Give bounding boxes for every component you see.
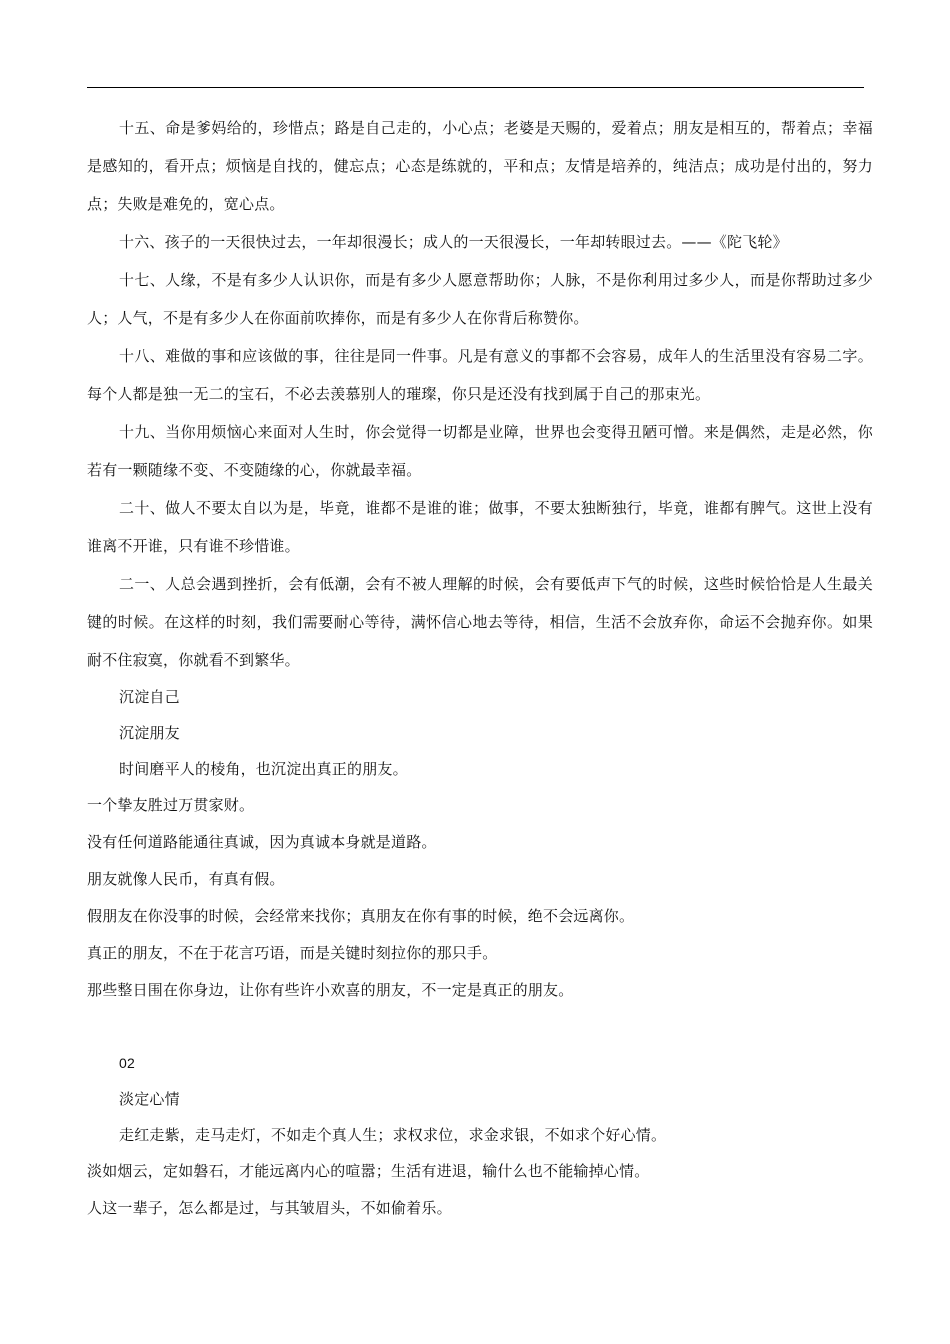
paragraph-18: 十八、难做的事和应该做的事，往往是同一件事。凡是有意义的事都不会容易，成年人的生活里没有容易二字。每个人都是独一无二的宝石，不必去羡慕别人的璀璨，你只是还没有找到属于自己的那束光。: [87, 347, 873, 403]
friends-line: 没有任何道路能通往真诚，因为真诚本身就是道路。: [87, 833, 437, 851]
friends-line: 朋友就像人民币，有真有假。: [87, 870, 285, 888]
document-body: [87, 109, 873, 1227]
paragraph-16: 十六、孩子的一天很快过去，一年却很漫长；成人的一天很漫长，一年却转眼过去。——《陀飞轮》: [119, 233, 788, 251]
friends-line: 假朋友在你没事的时候，会经常来找你；真朋友在你有事的时候，绝不会远离你。: [87, 907, 635, 925]
friends-line: 那些整日围在你身边，让你有些许小欢喜的朋友，不一定是真正的朋友。: [87, 981, 574, 999]
section-spacer: [87, 1009, 873, 1045]
section-number: 02: [119, 1055, 135, 1071]
section-heading-friends: 沉淀朋友: [119, 724, 180, 742]
header-rule: [87, 87, 864, 88]
friends-line: 一个挚友胜过万贯家财。: [87, 796, 255, 814]
section-heading-mood: 淡定心情: [119, 1090, 180, 1108]
paragraph-15: 十五、命是爹妈给的，珍惜点；路是自己走的，小心点；老婆是天赐的，爱着点；朋友是相互的，帮着点；幸福是感知的，看开点；烦恼是自找的，健忘点；心态是练就的，平和点；友情是培养的，纯洁点；成功是付出的，努力点；失败是难免的，宽心点。: [87, 119, 873, 213]
paragraph-19: 十九、当你用烦恼心来面对人生时，你会觉得一切都是业障，世界也会变得丑陋可憎。来是偶然，走是必然，你若有一颗随缘不变、不变随缘的心，你就最幸福。: [87, 423, 873, 479]
mood-line: 人这一辈子，怎么都是过，与其皱眉头，不如偷着乐。: [87, 1199, 452, 1217]
paragraph-21: 二一、人总会遇到挫折，会有低潮，会有不被人理解的时候，会有要低声下气的时候，这些时候恰恰是人生最关键的时候。在这样的时刻，我们需要耐心等待，满怀信心地去等待，相信，生活不会放弃你，命运不会抛弃你。如果耐不住寂寞，你就看不到繁华。: [87, 575, 873, 669]
paragraph-20: 二十、做人不要太自以为是，毕竟，谁都不是谁的谁；做事，不要太独断独行，毕竟，谁都有脾气。这世上没有谁离不开谁，只有谁不珍惜谁。: [87, 499, 873, 555]
section-heading-self: 沉淀自己: [119, 688, 180, 706]
friends-line: 真正的朋友，不在于花言巧语，而是关键时刻拉你的那只手。: [87, 944, 498, 962]
mood-line: 淡如烟云，定如磐石，才能远离内心的喧嚣；生活有进退，输什么也不能输掉心情。: [87, 1162, 650, 1180]
section-lead-friends: 时间磨平人的棱角，也沉淀出真正的朋友。: [119, 760, 408, 778]
paragraph-17: 十七、人缘，不是有多少人认识你，而是有多少人愿意帮助你；人脉，不是你利用过多少人，而是你帮助过多少人；人气，不是有多少人在你面前吹捧你，而是有多少人在你背后称赞你。: [87, 271, 873, 327]
section-lead-mood: 走红走紫，走马走灯，不如走个真人生；求权求位，求金求银，不如求个好心情。: [119, 1126, 667, 1144]
